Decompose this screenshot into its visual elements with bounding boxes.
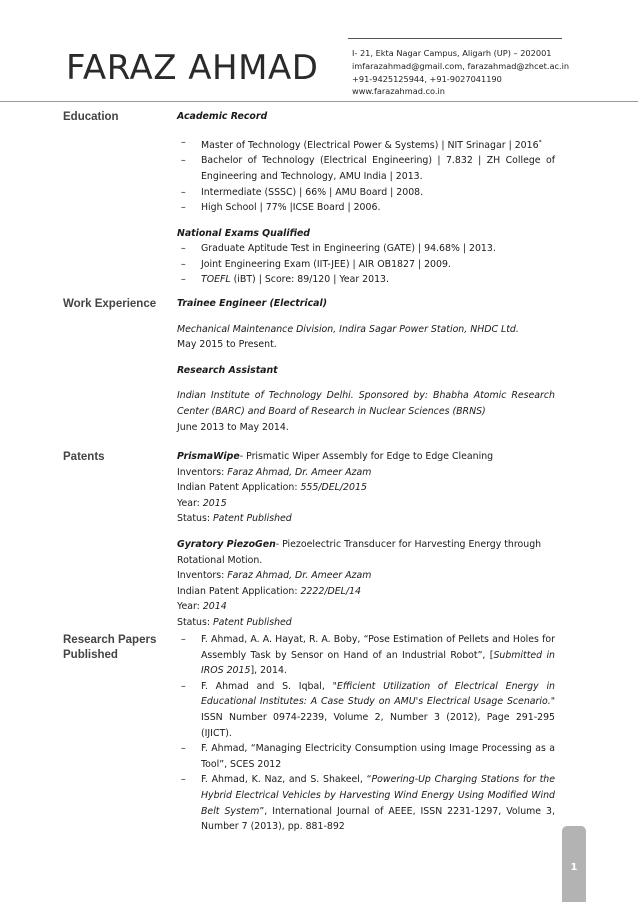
list-item: – Intermediate (SSSC) | 66% | AMU Board | 2008. [181, 186, 424, 198]
address: I- 21, Ekta Nagar Campus, Aligarh (UP) – 202001 [352, 48, 552, 58]
national-exams-list [177, 241, 555, 288]
list-item: – F. Ahmad, A. A. Hayat, R. A. Boby, “Pose Estimation of Pellets and Holes for Assembly Task by Sensor on Hand of an Industrial Robot”, [Submitted in IROS 2015], 2014. [181, 634, 555, 677]
work-experience-label: Work Experience [63, 298, 157, 310]
job-title: Trainee Engineer (Electrical) [177, 298, 327, 309]
email-addresses: imfarazahmad@gmail.com, farazahmad@zhcet.ac.in [352, 60, 570, 71]
patents-label: Patents [63, 451, 105, 463]
job-dates: May 2015 to Present. [177, 339, 277, 351]
education-label: Education [63, 111, 119, 123]
page-number-tab [562, 826, 586, 902]
job-organization: Mechanical Maintenance Division, Indira Sagar Power Station, NHDC Ltd. [177, 323, 519, 335]
candidate-name: FARAZ AHMAD [66, 48, 319, 88]
patent-name: Gyratory PiezoGen [177, 538, 276, 550]
website-link[interactable]: www.farazahmad.co.in [352, 86, 445, 97]
list-item: – Bachelor of Technology (Electrical Engineering) | 7.832 | ZH College of Engineering and Technology, AMU India | 2013. [181, 155, 555, 182]
work-experience-section [177, 296, 555, 435]
list-item: – Joint Engineering Exam (IIT-JEE) | AIR OB1827 | 2009. [181, 258, 451, 270]
academic-record-list [177, 135, 555, 216]
academic-record-heading: Academic Record [177, 111, 268, 122]
list-item: – TOEFL (iBT) | Score: 89/120 | Year 2013. [181, 274, 389, 286]
patents-section [177, 449, 555, 631]
research-papers-section [177, 632, 555, 835]
header-divider [0, 101, 638, 102]
papers-list [177, 632, 555, 835]
national-exams-heading: National Exams Qualified [177, 227, 311, 239]
list-item: – High School | 77% |ICSE Board | 2006. [181, 202, 381, 214]
patent-name: PrismaWipe [177, 451, 240, 462]
list-item: – F. Ahmad, K. Naz, and S. Shakeel, “Powering-Up Charging Stations for the Hybrid Electrical Vehicles by Harvesting Wind Energy Using Modified Wind Belt System”, International Journal of AEEE, ISSN 2231-1297, Volume 3, Number 7 (2013), pp. 881-892 [181, 774, 556, 833]
phone-numbers: +91-9425125944, +91-9027041190 [352, 73, 502, 84]
research-papers-label: Research Papers Published [63, 634, 157, 661]
list-item: – F. Ahmad and S. Iqbal, "Efficient Utilization of Electrical Energy in Educational Institutes: A Case Study on AMU's Electrical Usage Scenario." ISSN Number 0974-2239, Volume 2, Number 3 (2012), Page 291-295 (IJICT). [181, 680, 555, 739]
job-organization: Indian Institute of Technology Delhi. Sponsored by: Bhabha Atomic Research Center (BARC) and Board of Research in Nuclear Sciences (BRNS) [177, 390, 555, 417]
education-section [177, 109, 555, 288]
job-title: Research Assistant [177, 364, 278, 376]
contact-block [348, 38, 570, 102]
list-item: – F. Ahmad, “Managing Electricity Consumption using Image Processing as a Tool”, SCES 2012 [181, 743, 555, 770]
page-number: 1 [570, 862, 578, 873]
patent-entry: PrismaWipe- Prismatic Wiper Assembly for Edge to Edge Cleaning Inventors: Faraz Ahmad, Dr. Ameer Azam Indian Patent Application: 555/DEL/2015 Year: 2015 Status: Patent Published [177, 451, 494, 525]
list-item: – Master of Technology (Electrical Power & Systems) | NIT Srinagar | 2016* [181, 136, 542, 151]
list-item: – Graduate Aptitude Test in Engineering (GATE) | 94.68% | 2013. [181, 243, 496, 255]
patent-entry: Gyratory PiezoGen- Piezoelectric Transducer for Harvesting Energy through Rotational Motion. Inventors: Faraz Ahmad, Dr. Ameer Azam Indian Patent Application: 2222/DEL/14 Year: 2014 Status: Patent Published [177, 538, 542, 628]
job-dates: June 2013 to May 2014. [177, 421, 289, 433]
